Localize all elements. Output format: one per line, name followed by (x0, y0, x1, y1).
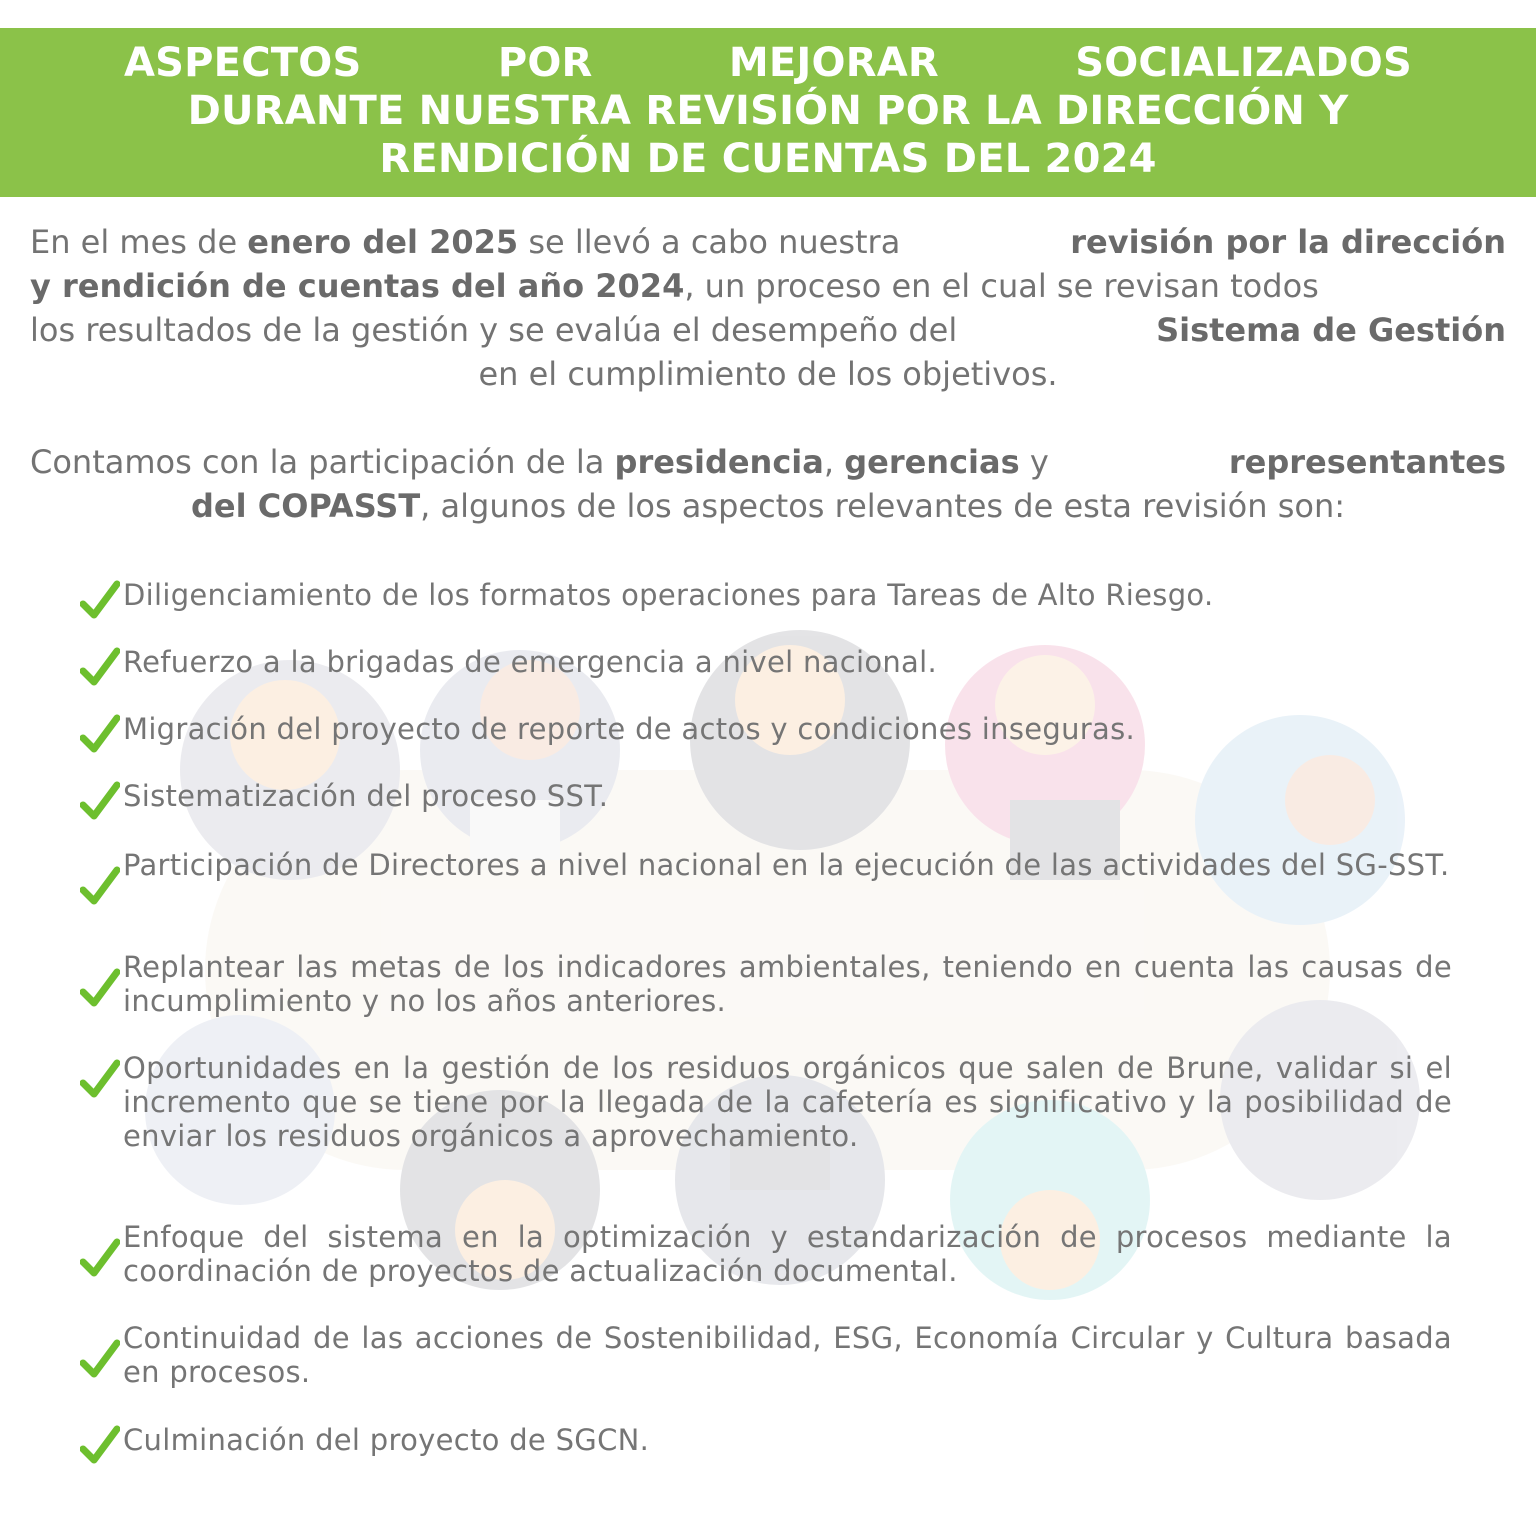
list-item-text: Culminación del proyecto de SGCN. (123, 1423, 650, 1457)
list-item (80, 1051, 1452, 1153)
list-item (80, 779, 1452, 819)
intro-line: del COPASST, algunos de los aspectos relevantes de esta revisión son: (191, 487, 1345, 525)
list-item (80, 645, 1452, 685)
title-line-1 (124, 39, 1412, 87)
list-item (80, 1423, 1452, 1463)
check-icon (80, 714, 120, 754)
title-word: POR (497, 40, 593, 86)
title-word: SOCIALIZADOS (1075, 40, 1412, 86)
list-item-text: Replantear las metas de los indicadores ambientales, teniendo en cuenta las causas de incumplimiento y no los años anteriores. (123, 950, 1452, 1018)
check-icon (80, 647, 120, 687)
title-banner (0, 28, 1536, 197)
check-icon (80, 866, 120, 906)
check-icon (80, 781, 120, 821)
list-item-text: Refuerzo a la brigadas de emergencia a nivel nacional. (123, 645, 937, 679)
title-word: ASPECTOS (124, 40, 362, 86)
list-item (80, 950, 1452, 1018)
list-item (80, 712, 1452, 752)
list-item (80, 848, 1452, 888)
list-item-text: Migración del proyecto de reporte de actos y condiciones inseguras. (123, 712, 1135, 746)
intro-paragraph-1 (30, 220, 1506, 396)
check-icon (80, 1238, 120, 1278)
list-item (80, 1220, 1452, 1288)
intro-line: En el mes de enero del 2025 se llevó a cabo nuestra revisión por la dirección (30, 223, 1506, 261)
intro-paragraph-2 (30, 440, 1506, 528)
check-icon (80, 580, 120, 620)
list-item-text: Participación de Directores a nivel nacional en la ejecución de las actividades del SG-SST. (123, 848, 1450, 882)
list-item-text: Diligenciamiento de los formatos operaciones para Tareas de Alto Riesgo. (123, 578, 1214, 612)
intro-line: Contamos con la participación de la presidencia, gerencias y representantes (30, 443, 1506, 481)
check-icon (80, 1425, 120, 1465)
list-item-text: Enfoque del sistema en la optimización y estandarización de procesos mediante la coordinación de proyectos de actualización documental. (123, 1220, 1452, 1288)
list-item-text: Continuidad de las acciones de Sostenibilidad, ESG, Economía Circular y Cultura basada en procesos. (123, 1321, 1452, 1389)
list-item (80, 578, 1452, 618)
page-title (124, 39, 1412, 183)
check-icon (80, 968, 120, 1008)
title-word: MEJORAR (728, 40, 939, 86)
title-line-3: RENDICIÓN DE CUENTAS DEL 2024 (379, 136, 1157, 182)
title-line-2: DURANTE NUESTRA REVISIÓN POR LA DIRECCIÓN Y (187, 88, 1349, 134)
list-item-text: Sistematización del proceso SST. (123, 779, 609, 813)
intro-line: los resultados de la gestión y se evalúa el desempeño del Sistema de Gestión (30, 311, 1506, 349)
list-item-text: Oportunidades en la gestión de los residuos orgánicos que salen de Brune, validar si el incremento que se tiene por la llegada de la cafetería es significativo y la posibilidad de enviar los residuos orgánicos a aprovechamiento. (123, 1051, 1452, 1153)
intro-line: en el cumplimiento de los objetivos. (478, 355, 1058, 393)
intro-line: y rendición de cuentas del año 2024, un proceso en el cual se revisan todos (30, 267, 1319, 305)
check-icon (80, 1339, 120, 1379)
list-item (80, 1321, 1452, 1389)
check-icon (80, 1059, 120, 1099)
